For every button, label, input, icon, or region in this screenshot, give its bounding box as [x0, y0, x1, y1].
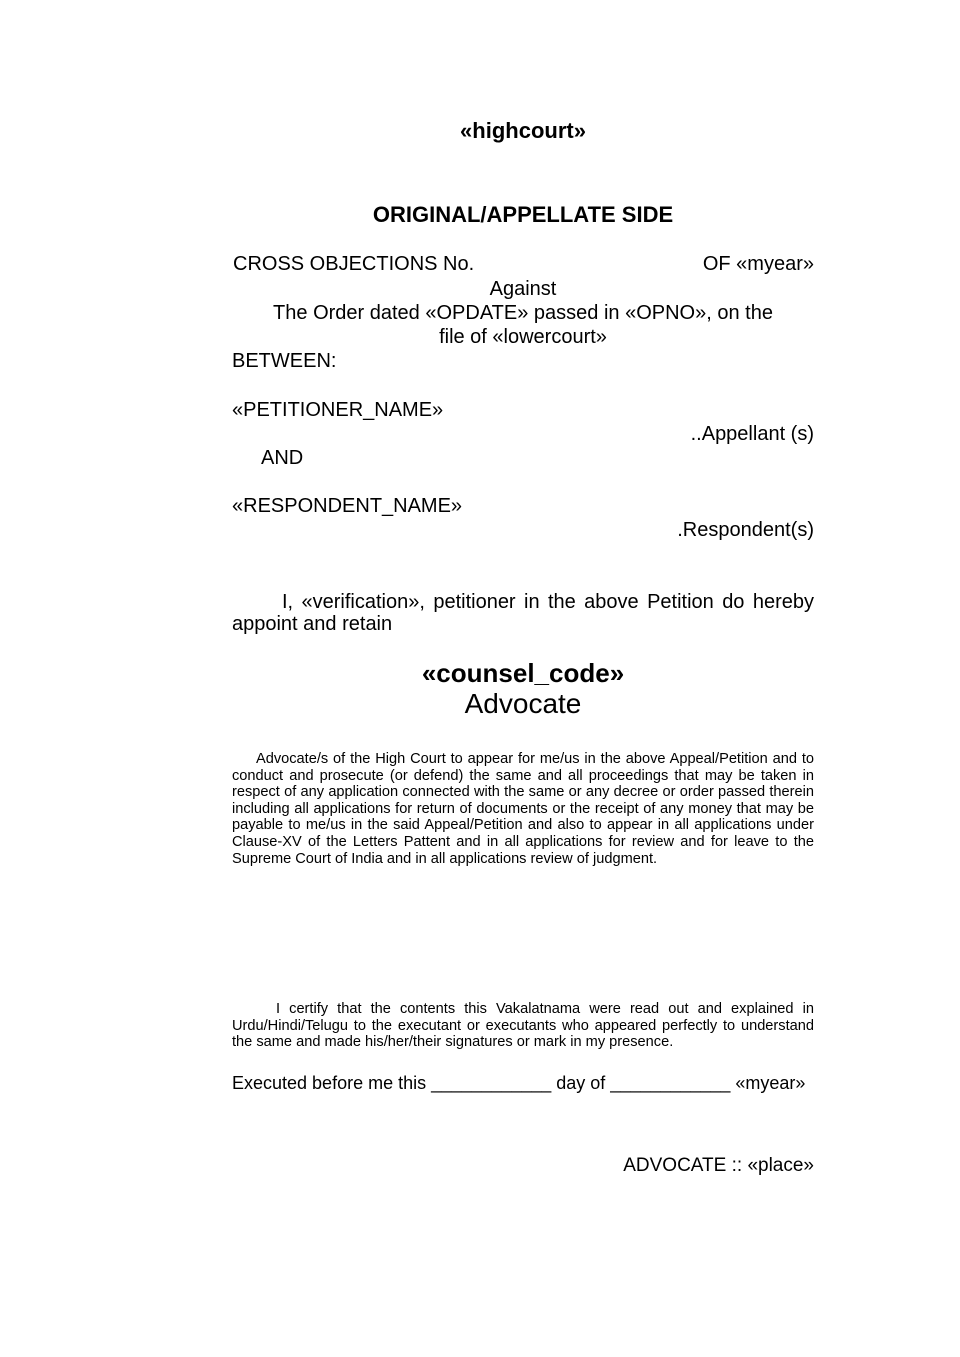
authority-paragraph: Advocate/s of the High Court to appear for me/us in the above Appeal/Petition and to conduct and prosecute (or defend) the same and all proceedings that may be taken in respect of any application connected with the same or any decree or order passed therein including all applications for return of documents or the receipt of any money that may be payable to me/us in the said Appeal/Petition and also to appear in all applications under Clause-XV of the Letters Pattent and in all applications for review and for leave to the Supreme Court of India and in all applications review of judgment.	[232, 751, 814, 867]
and-label: AND	[261, 447, 304, 469]
advocate-title: Advocate	[464, 688, 582, 719]
side-heading: ORIGINAL/APPELLATE SIDE	[372, 202, 674, 227]
between-label: BETWEEN:	[232, 350, 337, 372]
executed-line: Executed before me this ____________ day of ____________ «myear»	[232, 1073, 806, 1093]
appointment-paragraph: I, «verification», petitioner in the above Petition do hereby appoint and retain	[232, 591, 814, 635]
appellant-label: ..Appellant (s)	[690, 423, 814, 445]
petitioner-name: «PETITIONER_NAME»	[232, 399, 444, 421]
certification-paragraph: I certify that the contents this Vakalatnama were read out and explained in Urdu/Hindi/Telugu to the executant or executants who appeared perfectly to understand the same and made his/her/their signatures or mark in my presence.	[232, 1001, 814, 1051]
signature-line: ADVOCATE :: «place»	[623, 1155, 814, 1176]
order-line-1: The Order dated «OPDATE» passed in «OPNO», on the	[273, 302, 773, 324]
respondent-label: .Respondent(s)	[677, 519, 814, 541]
case-year: OF «myear»	[702, 253, 814, 275]
against-label: Against	[489, 278, 557, 300]
case-number-label: CROSS OBJECTIONS No.	[233, 253, 475, 275]
counsel-code: «counsel_code»	[421, 658, 625, 688]
court-name: «highcourt»	[460, 118, 586, 143]
order-line-2: file of «lowercourt»	[439, 326, 607, 348]
respondent-name: «RESPONDENT_NAME»	[232, 495, 463, 517]
